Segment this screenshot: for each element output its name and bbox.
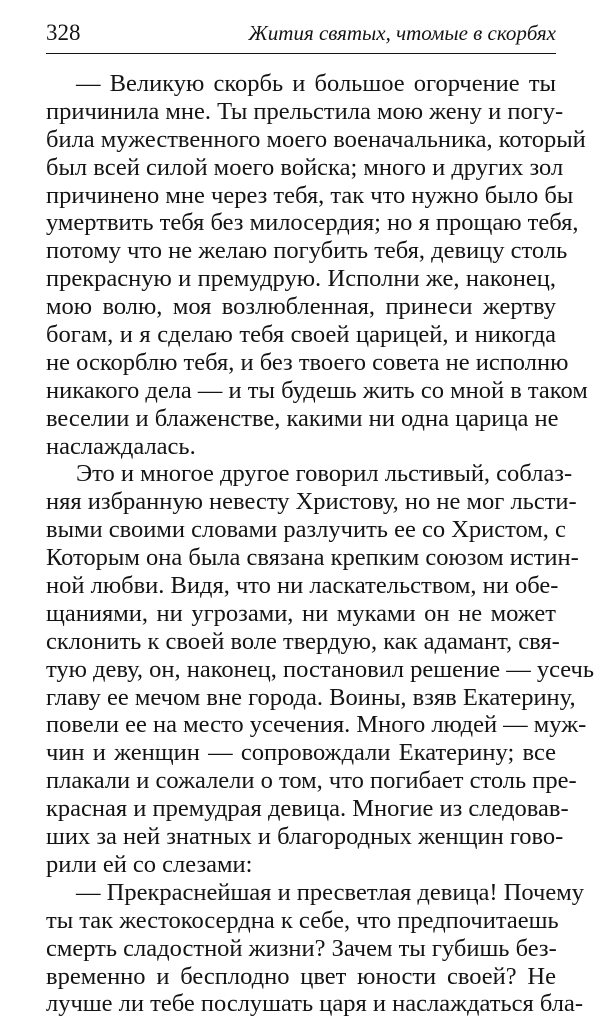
text-line: мою волю, моя возлюбленная, принеси жертву: [46, 293, 556, 321]
text-line: веселии и блаженстве, какими ни одна царица не: [46, 404, 559, 432]
text-line: повели ее на место усечения. Много людей — муж-: [46, 711, 587, 739]
page-number: 328: [46, 20, 81, 45]
text-line: ших за ней знатных и благородных женщин гово-: [46, 823, 564, 851]
text-line: потому что не желаю погубить тебя, девицу столь: [46, 237, 568, 265]
text-line: не оскорблю тебя, и без твоего совета не исполню: [46, 348, 569, 376]
text-line: щаниями, ни угрозами, ни муками он не может: [46, 599, 556, 627]
text-line: наслаждалась.: [46, 432, 196, 460]
text-line: главу ее мечом вне города. Воины, взяв Екатерину,: [46, 683, 576, 711]
text-line: временно и бесплодно цвет юности своей? Не: [46, 962, 556, 990]
text-line: била мужественного моего военачальника, который: [46, 125, 586, 153]
text-line: ты так жестокосердна к себе, что предпочитаешь: [46, 906, 559, 934]
text-line: лучше ли тебе послушать царя и наслаждаться бла-: [46, 990, 584, 1018]
text-line: плакали и сожалели о том, что погибает столь пре-: [46, 767, 577, 795]
text-line: Которым она была связана крепким союзом истин-: [46, 544, 579, 572]
text-line: — Прекраснейшая и пресветлая девица! Почему: [76, 878, 584, 906]
text-line: никакого дела — и ты будешь жить со мной в таком: [46, 376, 588, 404]
text-line: умертвить тебя без милосердия; но я прощаю тебя,: [46, 209, 579, 237]
body-text: [46, 70, 595, 1018]
text-line: няя избранную невесту Христову, но не мог льсти-: [46, 488, 577, 516]
text-line: Это и многое другое говорил льстивый, соблаз-: [76, 460, 573, 488]
text-line: — Великую скорбь и большое огорчение ты: [76, 70, 556, 97]
header-rule: [46, 53, 556, 54]
text-line: выми своими словами разлучить ее со Христом, с: [46, 516, 566, 544]
text-line: тую деву, он, наконец, постановил решение — усечь: [46, 655, 595, 683]
text-line: богам, и я сделаю тебя своей царицей, и никогда: [46, 321, 556, 349]
text-line: прекрасную и премудрую. Исполни же, наконец,: [46, 265, 556, 293]
text-line: чин и женщин — сопровождали Екатерину; все: [46, 739, 556, 767]
text-line: склонить к своей воле твердую, как адамант, свя-: [46, 627, 560, 655]
text-line: рили ей со слезами:: [46, 850, 253, 878]
text-line: причинено мне через тебя, так что нужно было бы: [46, 181, 574, 209]
text-line: красная и премудрая девица. Многие из следовав-: [46, 795, 569, 823]
page-header: [46, 18, 556, 48]
text-line: ной любви. Видя, что ни ласкательством, ни обе-: [46, 572, 559, 600]
text-line: смерть сладостной жизни? Зачем ты губишь без-: [46, 934, 557, 962]
running-title: Жития святых, чтомые в скорбях: [248, 21, 556, 45]
text-line: был всей силой моего войска; много и других зол: [46, 153, 564, 181]
text-line: причинила мне. Ты прельстила мою жену и погу-: [46, 97, 564, 125]
